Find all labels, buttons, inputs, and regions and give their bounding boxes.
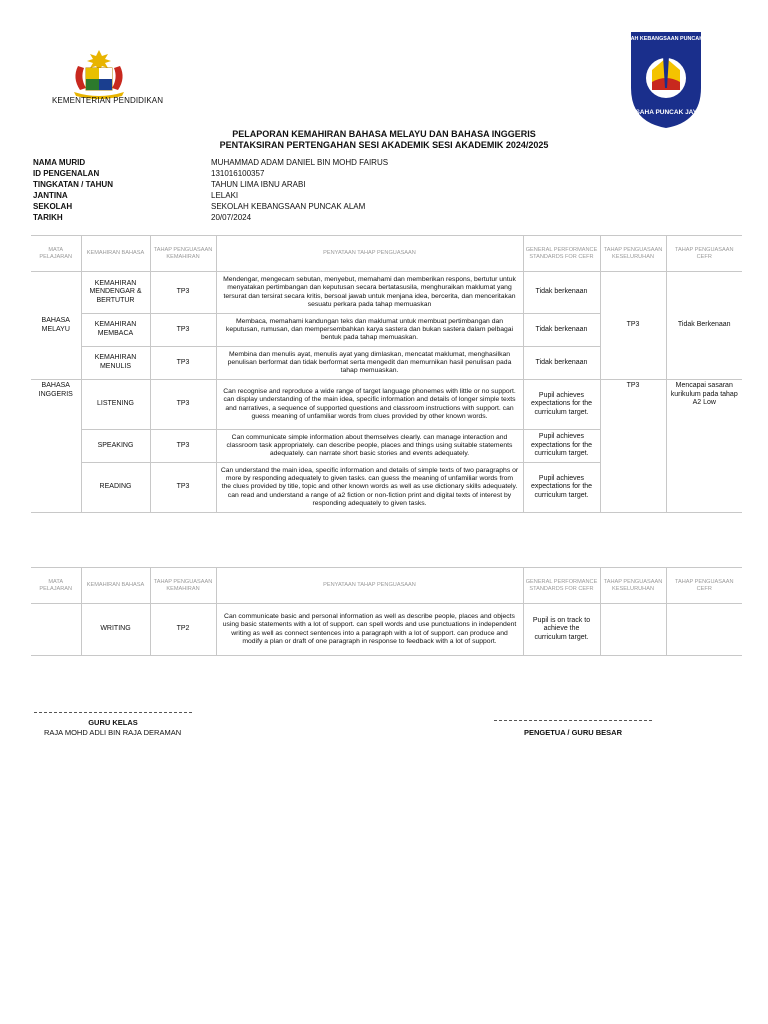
writing-table (31, 567, 742, 656)
col-skill: KEMAHIRAN BAHASA (81, 236, 150, 272)
teacher-title: GURU KELAS (88, 718, 138, 727)
name-label: NAMA MURID (33, 158, 86, 167)
skill-cell: KEMAHIRAN MENULIS (81, 347, 150, 380)
col-subject: MATA PELAJARAN (31, 568, 81, 604)
ministry-name: KEMENTERIAN PENDIDIKAN (52, 96, 164, 105)
statement-cell: Can communicate simple information about themselves clearly. can manage interaction and classroom task appropriately. can describe people, places and things using suitable statements adequately. can narrate short basic stories and events adequately. (216, 430, 523, 463)
subject-cell-empty (31, 604, 81, 656)
col-cefr: GENERAL PERFORMANCE STANDARDS FOR CEFR (523, 568, 600, 604)
school-label: SEKOLAH (33, 202, 73, 211)
report-date: 20/07/2024 (211, 213, 252, 222)
col-overall: TAHAP PENGUASAAN KESELURUHAN (600, 236, 666, 272)
subject-bi: BAHASA INGGERIS (31, 380, 81, 513)
overall-cefr-bi: Mencapai sasaran kurikulum pada tahap A2 Low (666, 380, 742, 513)
level-cell: TP2 (150, 604, 216, 656)
student-gender: LELAKI (211, 191, 239, 200)
level-cell: TP3 (150, 347, 216, 380)
overall-cefr-cell-empty (666, 604, 742, 656)
col-overall-cefr: TAHAP PENGUASAAN CEFR (666, 236, 742, 272)
cefr-cell: Tidak berkenaan (523, 272, 600, 314)
statement-cell: Can communicate basic and personal information as well as describe people, places and objects using basic statements with a lot of support. can spell words and use punctuations in independent writing as well as connect sentences into a paragraph with a lot of support. can produce and modify a plan or draft of one paragraph in response to feedback with a lot of support. (216, 604, 523, 656)
col-overall-cefr: TAHAP PENGUASAAN CEFR (666, 568, 742, 604)
class-label: TINGKATAN / TAHUN (33, 180, 113, 189)
student-id: 131016100357 (211, 169, 265, 178)
report-title: PELAPORAN KEMAHIRAN BAHASA MELAYU DAN BAHASA INGGERIS (232, 129, 536, 139)
teacher-signature-line (34, 712, 192, 713)
level-cell: TP3 (150, 463, 216, 513)
skill-cell: SPEAKING (81, 430, 150, 463)
skill-cell: KEMAHIRAN MEMBACA (81, 314, 150, 347)
subject-bm: BAHASA MELAYU (31, 272, 81, 380)
overall-bi: TP3 (600, 380, 666, 513)
student-school: SEKOLAH KEBANGSAAN PUNCAK ALAM (211, 202, 366, 211)
col-cefr: GENERAL PERFORMANCE STANDARDS FOR CEFR (523, 236, 600, 272)
ministry-crest-logo (66, 48, 132, 98)
cefr-cell: Tidak berkenaan (523, 347, 600, 380)
school-logo (612, 30, 720, 130)
overall-cell-empty (600, 604, 666, 656)
cefr-cell: Pupil achieves expectations for the curriculum target. (523, 430, 600, 463)
col-skill: KEMAHIRAN BAHASA (81, 568, 150, 604)
student-name: MUHAMMAD ADAM DANIEL BIN MOHD FAIRUS (211, 158, 389, 167)
cefr-cell: Tidak berkenaan (523, 314, 600, 347)
statement-cell: Can understand the main idea, specific information and details of simple texts of two paragraphs or more by responding adequately to given tasks. can guess the meaning of unfamiliar words from the clues provided by title, topic and other known words as well as use dictionary skills adequately. can read and understand a range of a2 fiction or non-fiction print and digital texts of interest by responding adequately to given tasks. (216, 463, 523, 513)
col-level: TAHAP PENGUASAAN KEMAHIRAN (150, 236, 216, 272)
assessment-table (31, 235, 742, 513)
skill-cell: KEMAHIRAN MENDENGAR & BERTUTUR (81, 272, 150, 314)
statement-cell: Can recognise and reproduce a wide range of target language phonemes with little or no support. can display understanding of the main idea, specific information and details of longer simple texts and narratives, a sequence of supported questions and classroom instructions with support. can guess meaning of unfamiliar words from clues provided by other known words. (216, 380, 523, 430)
report-subtitle: PENTAKSIRAN PERTENGAHAN SESI AKADEMIK SESI AKADEMIK 2024/2025 (219, 140, 549, 150)
principal-signature-line (494, 720, 652, 721)
skill-cell: READING (81, 463, 150, 513)
col-statement: PENYATAAN TAHAP PENGUASAAN (216, 568, 523, 604)
cefr-cell: Pupil achieves expectations for the curriculum target. (523, 463, 600, 513)
col-subject: MATA PELAJARAN (31, 236, 81, 272)
table-row (31, 380, 742, 430)
date-label: TARIKH (33, 213, 63, 222)
statement-cell: Mendengar, mengecam sebutan, menyebut, memahami dan memberikan respons, bertutur untuk menyatakan pertimbangan dan keputusan secara bertatasusila, menghuraikan maklumat yang tersurat dan tersirat secara kritis, bersoal jawab untuk menjana idea, bercerita, dan menceritakan sesuatu perkara pada tahap memuaskan (216, 272, 523, 314)
col-statement: PENYATAAN TAHAP PENGUASAAN (216, 236, 523, 272)
overall-cefr-bm: Tidak Berkenaan (666, 272, 742, 380)
gender-label: JANTINA (33, 191, 68, 200)
level-cell: TP3 (150, 314, 216, 347)
student-class: TAHUN LIMA IBNU ARABI (211, 180, 306, 189)
teacher-name: RAJA MOHD ADLI BIN RAJA DERAMAN (44, 728, 182, 737)
principal-title: PENGETUA / GURU BESAR (523, 728, 623, 737)
skill-cell: LISTENING (81, 380, 150, 430)
level-cell: TP3 (150, 430, 216, 463)
id-label: ID PENGENALAN (33, 169, 100, 178)
statement-cell: Membina dan menulis ayat, menulis ayat yang dimlaskan, mencatat maklumat, menghasilkan penulisan berformat dan tidak berformat serta mengedit dan memurnikan hasil penulisan pada tahap memuaskan. (216, 347, 523, 380)
student-info (33, 158, 533, 224)
col-overall: TAHAP PENGUASAAN KESELURUHAN (600, 568, 666, 604)
school-logo-text: SEKOLAH KEBANGSAAN PUNCAK ALAM (612, 36, 720, 42)
cefr-cell: Pupil achieves expectations for the curriculum target. (523, 380, 600, 430)
table-row (31, 272, 742, 314)
level-cell: TP3 (150, 380, 216, 430)
table-row (31, 604, 742, 656)
col-level: TAHAP PENGUASAAN KEMAHIRAN (150, 568, 216, 604)
skill-cell: WRITING (81, 604, 150, 656)
cefr-cell: Pupil is on track to achieve the curriculum target. (523, 604, 600, 656)
level-cell: TP3 (150, 272, 216, 314)
overall-bm: TP3 (600, 272, 666, 380)
school-motto: USAHA PUNCAK JAYA (630, 109, 702, 116)
statement-cell: Membaca, memahami kandungan teks dan maklumat untuk membuat pertimbangan dan keputusan, rumusan, dan mempersembahkan karya sastera dan bukan sastera dalam pelbagai bentuk pada tahap memuaskan. (216, 314, 523, 347)
